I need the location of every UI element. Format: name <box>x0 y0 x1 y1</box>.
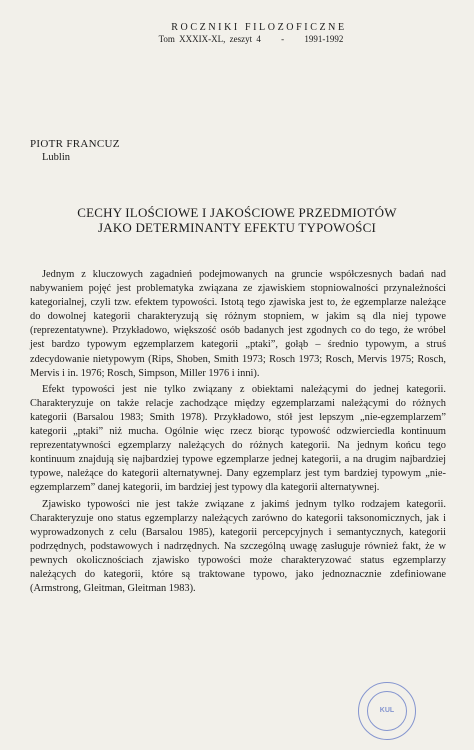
title-line-1: CECHY ILOŚCIOWE I JAKOŚCIOWE PRZEDMIOTÓW <box>77 205 397 220</box>
author-name: PIOTR FRANCUZ <box>30 138 120 150</box>
paragraph: Zjawisko typowości nie jest także związane z jakimś jednym tylko rodzajem kategorii. Charakteryzuje ono status egzemplarzy należących zarówno do kategorii taksonomicznych, jak i wyprowadzonych z celu (Barsalou 1985), kategorii percepcyjnych i semantycznych, kategorii podrzędnych, podstawowych i nadrzędnych. Na szczególną uwagę zasługuje również fakt, że w pewnych okolicznościach zjawisko typowości może charakteryzować status egzemplarzy należących do kategorii, które są traktowane typowo, jako jednoznacznie zdefiniowane (Armstrong, Gleitman, Gleitman 1983). <box>30 498 446 595</box>
paragraph: Efekt typowości jest nie tylko związany z obiektami należącymi do jednej kategorii. Charakteryzuje on także relacje zachodzące między egzemplarzami należącymi do różnych kategorii (Barsalou 1983; Smith 1978). Przykładowo, stół jest lepszym „nie-egzemplarzem” kategorii „ptaki” niż mucha. Ogólnie więc rzecz biorąc typowość odzwierciedla kontinuum reprezentatywności egzemplarzy należących do różnych kategorii. Na jednym końcu tego kontinuum znajdują się najbardziej typowe egzemplarze jednej kategorii, a na drugim najbardziej typowe, należące do kategorii alternatywnej. Dany egzemplarz jest tym bardziej typowym „nie-egzemplarzem” danej kategorii, im bardziej jest typowy dla kategorii alternatywnej. <box>30 383 446 494</box>
paragraph: Jednym z kluczowych zagadnień podejmowanych na gruncie współczesnych badań nad nabywaniem pojęć jest problematyka związana ze zjawiskiem stopniowalności przynależności kategorialnej, czyli tzw. efektem typowości. Istotą tego zjawiska jest to, że egzemplarze należące do dowolnej kategorii charakteryzują się różnym stopniem, w jakim są dla niej typowe (reprezentatywne). Przykładowo, większość osób badanych jest zgodnych co do tego, że wróbel jest bardzo typowym egzemplarzem kategorii „ptaki”, gołąb – średnio typowym, a struś zdecydowanie nietypowym (Rips, Shoben, Smith 1973; Rosch 1973; Rosch, Mervis 1975; Rosch, Mervis i in. 1976; Rosch, Simpson, Miller 1976 i inni). <box>30 269 446 379</box>
article-body <box>30 268 446 598</box>
title-line-2: JAKO DETERMINANTY EFEKTU TYPOWOŚCI <box>98 220 376 235</box>
issue-dash: - <box>281 34 285 44</box>
journal-name: ROCZNIKI FILOZOFICZNE <box>171 22 347 33</box>
author-place: Lublin <box>42 152 70 163</box>
journal-header <box>0 22 474 44</box>
article-title <box>0 205 474 235</box>
stamp-text: KUL <box>379 707 395 714</box>
years-label: 1991-1992 <box>304 34 344 44</box>
issue-line <box>28 34 474 44</box>
volume-label: Tom XXXIX-XL, zeszyt 4 <box>158 34 261 44</box>
library-stamp <box>358 682 416 740</box>
